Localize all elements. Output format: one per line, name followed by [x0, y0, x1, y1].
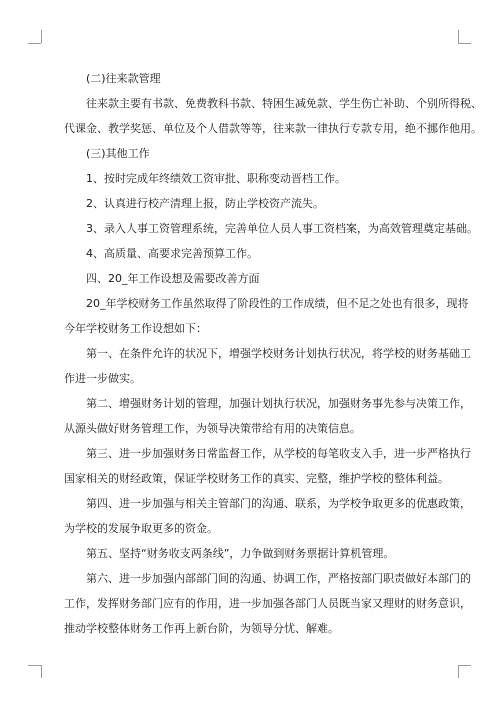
text-line: (三)其他工作 [86, 147, 150, 160]
list-item-1 [64, 166, 444, 191]
text-line: 3、录入人事工资管理系统，完善单位人员人事工资档案，为高效管理奠定基础。 [86, 222, 478, 235]
list-item-4 [64, 241, 444, 266]
paragraph-third [64, 441, 471, 491]
text-line: 从源头做好财务管理工作，为领导决策带给有用的决策信息。 [64, 422, 361, 435]
text-line: 往来款主要有书款、免费教科书款、特困生减免款、学生伤亡补助、个别所得税、 [86, 97, 482, 110]
text-line: 推动学校整体财务工作再上新台阶，为领导分忧、解难。 [64, 622, 339, 635]
text-line: 1、按时完成年终绩效工资审批、职称变动晋档工作。 [86, 172, 346, 185]
paragraph-receivables [64, 91, 482, 141]
paragraph-sixth [64, 566, 471, 641]
section-heading-plans [64, 266, 444, 291]
text-line: 2、认真进行校产清理上报，防止学校资产流失。 [86, 197, 324, 210]
paragraph-fourth [64, 491, 471, 541]
text-line: 今年学校财务工作设想如下： [64, 322, 207, 335]
text-line: 第六、进一步加强内部部门间的沟通、协调工作，严格按部门职责做好本部门的 [86, 572, 471, 585]
text-line: 第二、增强财务计划的管理，加强计划执行状况，加强财务事先参与决策工作， [86, 397, 471, 410]
document-body [64, 66, 482, 641]
text-line: 20_年学校财务工作虽然取得了阶段性的工作成绩，但不足之处也有很多，现将 [86, 297, 469, 310]
list-item-2 [64, 191, 444, 216]
text-line: 第一、在条件允许的状况下，增强学校财务计划执行状况，将学校的财务基础工 [86, 347, 471, 360]
section-heading-other-work [64, 141, 444, 166]
text-line: 为学校的发展争取更多的资金。 [64, 522, 218, 535]
text-line: 四、20_年工作设想及需要改善方面 [86, 272, 260, 285]
paragraph-fifth [64, 541, 444, 566]
text-line: (二)往来款管理 [86, 72, 161, 85]
paragraph-plans-intro [64, 291, 469, 341]
section-heading-receivables [64, 66, 444, 91]
paragraph-second [64, 391, 471, 441]
list-item-3 [64, 216, 478, 241]
text-line: 工作，发挥财务部门应有的作用，进一步加强各部门人员既当家又理财的财务意识， [64, 597, 471, 610]
text-line: 第四、进一步加强与相关主管部门的沟通、联系，为学校争取更多的优惠政策， [86, 497, 471, 510]
text-line: 第三、进一步加强财务日常监督工作，从学校的每笔收支入手，进一步严格执行 [86, 447, 471, 460]
text-line: 第五、坚持“财务收支两条线”，力争做到财务票据计算机管理。 [86, 547, 395, 560]
paragraph-first [64, 341, 471, 391]
text-line: 国家相关的财经政策，保证学校财务工作的真实、完整，维护学校的整体利益。 [64, 472, 449, 485]
text-line: 代课金、教学奖惩、单位及个人借款等等，往来款一律执行专款专用，绝不挪作他用。 [64, 122, 482, 135]
text-line: 4、高质量、高要求完善预算工作。 [86, 247, 258, 260]
text-line: 作进一步做实。 [64, 372, 141, 385]
